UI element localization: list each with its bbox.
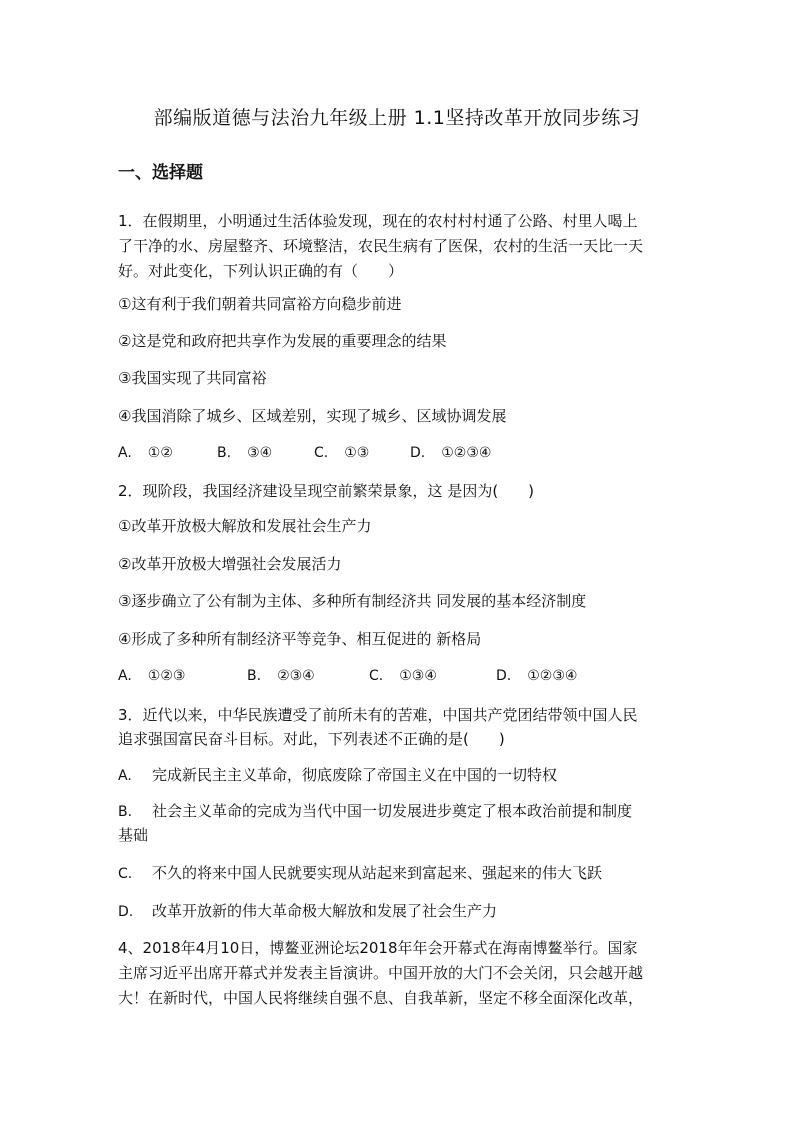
- question-2-stem-line: 2．现阶段，我国经济建设呈现空前繁荣景象，这 是因为( ): [118, 482, 535, 500]
- option-a: A. ①②③: [118, 668, 186, 684]
- question-1-statement: ①这有利于我们朝着共同富裕方向稳步前进: [118, 295, 402, 313]
- option-b-continued: 基础: [118, 826, 149, 844]
- question-1-stem-line: 好。对此变化，下列认识正确的有（ ）: [118, 262, 404, 280]
- option-d: D. 改革开放新的伟大革命极大解放和发展了社会生产力: [118, 902, 498, 920]
- option-b: B. ②③④: [247, 668, 315, 684]
- option-c: C. ①③: [314, 445, 370, 461]
- question-2-statement: ④形成了多种所有制经济平等竞争、相互促进的 新格局: [118, 630, 482, 648]
- question-1-stem-line: 了干净的水、房屋整齐、环境整洁，农民生病有了医保，农村的生活一天比一天: [118, 237, 644, 255]
- question-2-statement: ②改革开放极大增强社会发展活力: [118, 555, 342, 573]
- option-c: C. 不久的将来中国人民就要实现从站起来到富起来、强起来的伟大飞跃: [118, 864, 603, 882]
- section-heading: 一、选择题: [118, 163, 203, 183]
- option-a: A. ①②: [118, 445, 173, 461]
- question-1-statement: ②这是党和政府把共享作为发展的重要理念的结果: [118, 332, 447, 350]
- question-4-stem-line: 大！在新时代，中国人民将继续自强不息、自我革新，坚定不移全面深化改革，: [118, 989, 644, 1007]
- question-2-statement: ①改革开放极大解放和发展社会生产力: [118, 517, 372, 535]
- question-3-stem-line: 3．近代以来，中华民族遭受了前所未有的苦难，中国共产党团结带领中国人民: [118, 706, 638, 724]
- option-c: C. ①③④: [369, 668, 437, 684]
- option-d: D. ①②③④: [410, 445, 492, 461]
- page-title: 部编版道德与法治九年级上册 1.1坚持改革开放同步练习: [153, 107, 641, 129]
- option-b: B. ③④: [217, 445, 273, 461]
- question-2-options: [118, 665, 618, 687]
- option-a: A. 完成新民主主义革命，彻底废除了帝国主义在中国的一切特权: [118, 766, 558, 784]
- question-1-statement: ④我国消除了城乡、区域差别，实现了城乡、区域协调发展: [118, 407, 507, 425]
- question-3-stem-line: 追求强国富民奋斗目标。对此，下列表述不正确的是( ): [118, 730, 505, 748]
- question-2-statement: ③逐步确立了公有制为主体、多种所有制经济共 同发展的基本经济制度: [118, 592, 587, 610]
- option-d: D. ①②③④: [496, 668, 578, 684]
- question-1-options: [118, 442, 538, 464]
- question-4-stem-line: 4、2018年4月10日，博鳌亚洲论坛2018年年会开幕式在海南博鳌举行。国家: [118, 939, 638, 957]
- option-b: B. 社会主义革命的完成为当代中国一切发展进步奠定了根本政治前提和制度: [118, 802, 633, 820]
- question-1-statement: ③我国实现了共同富裕: [118, 369, 267, 387]
- question-1-stem-line: 1．在假期里，小明通过生活体验发现，现在的农村村村通了公路、村里人喝上: [118, 212, 638, 230]
- question-4-stem-line: 主席习近平出席开幕式并发表主旨演讲。中国开放的大门不会关闭，只会越开越: [118, 964, 644, 982]
